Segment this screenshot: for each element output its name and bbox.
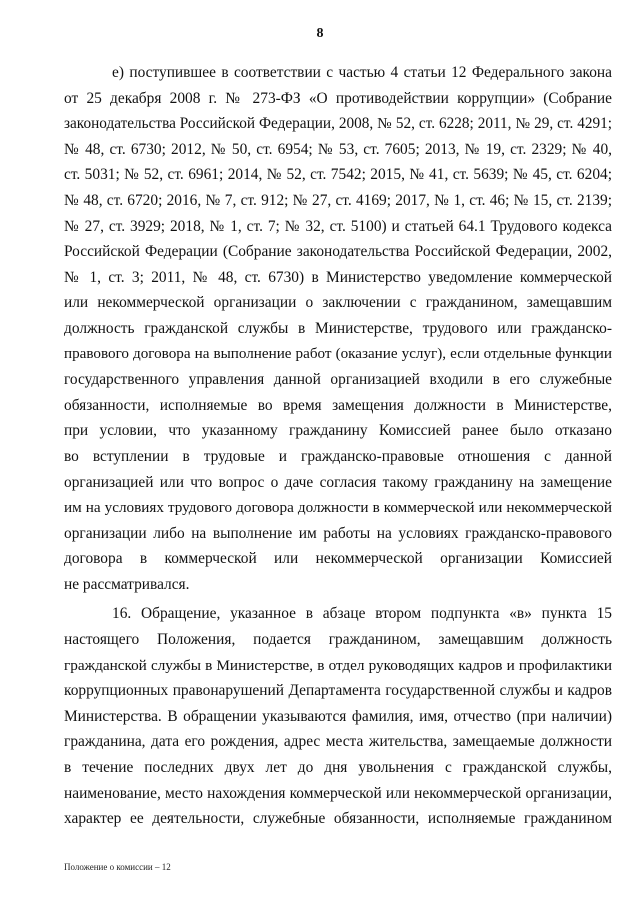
paragraph-line: законодательства Российской Федерации, 2008, № 52, ст. 6228; 2011, № 29, ст. 4291; [64,115,612,133]
paragraph-line: не рассматривался. [64,575,190,593]
paragraph-line: должность гражданской службы в Министерстве, трудового или гражданско- [64,319,612,337]
paragraph-line: № 48, ст. 6720; 2016, № 7, ст. 912; № 27, ст. 4169; 2017, № 1, ст. 46; № 15, ст. 2139; [64,191,612,209]
paragraph-line: № 48, ст. 6730; 2012, № 50, ст. 6954; № 53, ст. 7605; 2013, № 19, ст. 2329; № 40, [64,140,612,158]
paragraph-line: е) поступившее в соответствии с частью 4 статьи 12 Федерального закона [112,64,612,81]
paragraph-line: им на условиях трудового договора должности в коммерческой или некоммерческой [64,499,612,517]
paragraph-e [64,60,612,597]
paragraph-line: Российской Федерации (Собрание законодательства Российской Федерации, 2002, [64,243,612,261]
paragraph-line: договора в коммерческой или некоммерческой организации Комиссией [64,550,612,568]
paragraph-line: гражданской службы в Министерстве, в отдел руководящих кадров и профилактики [64,656,612,674]
paragraph-line: ст. 5031; № 52, ст. 6961; 2014, № 52, ст. 7542; 2015, № 41, ст. 5639; № 45, ст. 6204; [64,166,612,184]
paragraph-line: обязанности, исполняемые во время замещения должности в Министерстве, [64,396,612,414]
page-number: 8 [316,26,324,41]
paragraph-line: 16. Обращение, указанное в абзаце втором подпункта «в» пункта 15 [112,605,612,623]
paragraph-line: № 1, ст. 3; 2011, № 48, ст. 6730) в Министерство уведомление коммерческой [64,268,612,286]
document-body [64,60,612,832]
paragraph-line: № 27, ст. 3929; 2018, № 1, ст. 7; № 32, ст. 5100) и статьей 64.1 Трудового кодекса [64,217,612,235]
paragraph-line: при условии, что указанному гражданину Комиссией ранее было отказано [64,422,612,440]
paragraph-line: организации либо на выполнение им работы на условиях гражданско-правового [64,524,612,542]
paragraph-line: от 25 декабря 2008 г. № 273-ФЗ «О противодействии коррупции» (Собрание [64,89,612,107]
paragraph-line: правового договора на выполнение работ (оказание услуг), если отдельные функции [64,345,612,362]
paragraph-16 [64,601,612,831]
footer-label: Положение о комиссии – 12 [64,862,171,872]
paragraph-line: государственного управления данной организацией входили в его служебные [64,371,612,389]
paragraph-line: Министерства. В обращении указываются фамилия, имя, отчество (при наличии) [64,707,612,725]
paragraph-line: наименование, место нахождения коммерческой или некоммерческой организации, [64,784,612,802]
paragraph-line: организацией или что вопрос о даче согласия такому гражданину на замещение [64,473,612,491]
paragraph-line: характер ее деятельности, служебные обязанности, исполняемые гражданином [64,810,612,828]
paragraph-line: настоящего Положения, подается гражданином, замещавшим должность [64,631,612,649]
paragraph-line: в течение последних двух лет до дня увольнения с гражданской службы, [64,759,612,777]
paragraph-line: гражданина, дата его рождения, адрес места жительства, замещаемые должности [64,733,612,751]
paragraph-line: коррупционных правонарушений Департамента государственной службы и кадров [64,682,612,700]
paragraph-line: или некоммерческой организации о заключении с гражданином, замещавшим [64,294,612,312]
paragraph-line: во вступлении в трудовые и гражданско-правовые отношения с данной [64,447,612,465]
